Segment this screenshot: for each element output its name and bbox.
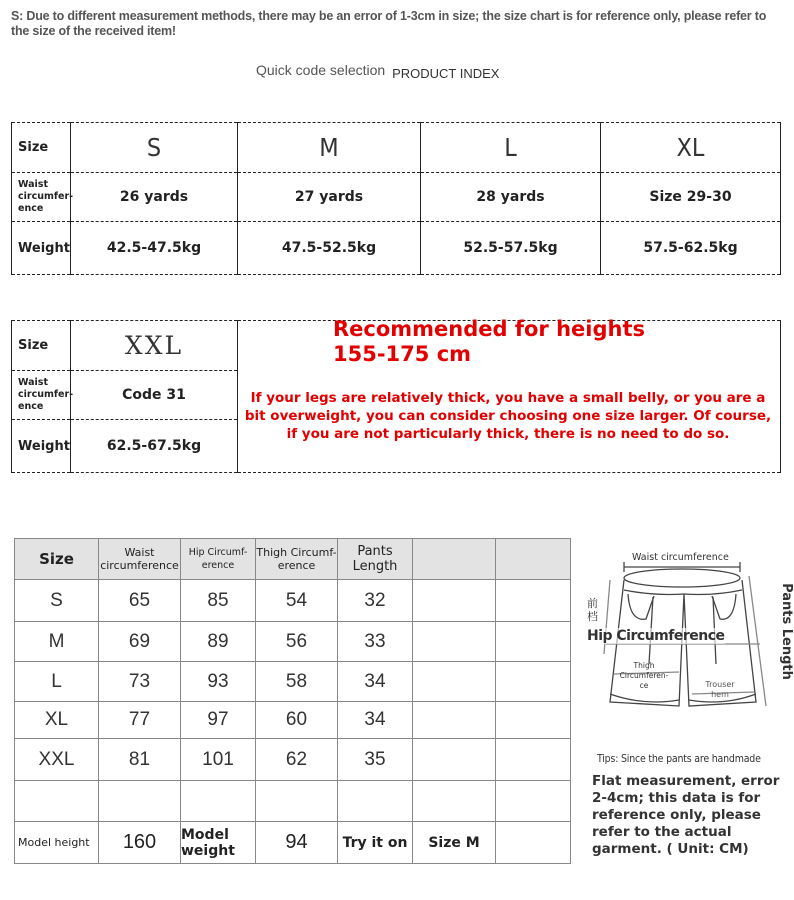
weight-s: 42.5-47.5kg [71,222,238,275]
row-label-weight: Weight [12,222,71,275]
header-waist: Waist circumference [99,539,181,580]
cell-empty [413,739,496,781]
header-empty-1 [413,539,496,580]
cell-thigh: 62 [256,739,338,781]
cell-empty [496,739,571,781]
waist-label: Waist circumference [632,552,729,563]
waist-m: 27 yards [238,173,421,222]
row-label-weight: Weight [12,420,71,473]
cell-waist: 81 [99,739,181,781]
quick-selection-title [256,62,500,81]
detailed-size-chart [14,538,571,864]
cell-empty [413,622,496,662]
cell-empty [496,822,571,864]
recommendation-title [333,317,645,367]
header-thigh: Thigh Circumf- erence [256,539,338,580]
cell-waist: 77 [99,702,181,739]
cell-hip: 85 [181,580,256,622]
shorts-measurement-diagram [584,544,794,724]
weight-xl: 57.5-62.5kg [601,222,781,275]
header-hip: Hip Circumf- erence [181,539,256,580]
cell-waist: 73 [99,662,181,702]
waist-l: 28 yards [421,173,601,222]
cell-empty [256,781,338,822]
waist-xl: Size 29-30 [601,173,781,222]
cell-empty [413,781,496,822]
try-it-on-value: Size M [413,822,496,864]
cell-empty [413,580,496,622]
cell-empty [496,622,571,662]
size-xxl: XXL [71,321,238,371]
model-height-value: 160 [99,822,181,864]
cell-empty [496,702,571,739]
recommendation-body: If your legs are relatively thick, you have a small belly, or you are a bit overweight, you can consider choosing one size larger. Of course, if you are not particularly thick, there is no need to do so. [244,390,772,442]
hem-label: Trouser hem [705,680,735,699]
cell-length: 34 [338,662,413,702]
size-row [12,321,781,371]
cell-empty [413,662,496,702]
weight-row [12,222,781,275]
cell-empty [496,580,571,622]
size-row [12,123,781,173]
size-l: L [421,123,601,173]
table-row [15,739,571,781]
weight-m: 47.5-52.5kg [238,222,421,275]
cell-hip: 101 [181,739,256,781]
try-it-on-label: Try it on [338,822,413,864]
model-row [15,822,571,864]
cell-size: M [15,622,99,662]
cell-length: 35 [338,739,413,781]
rise-label: 前档 [587,597,598,623]
cell-length: 34 [338,702,413,739]
cell-size: L [15,662,99,702]
cell-length: 32 [338,580,413,622]
weight-xxl: 62.5-67.5kg [71,420,238,473]
row-label-waist: Waist circumfer- ence [12,371,71,420]
size-xl: XL [601,123,781,173]
cell-length: 33 [338,622,413,662]
cell-empty [181,781,256,822]
cell-empty [99,781,181,822]
cell-waist: 65 [99,580,181,622]
cell-size: XXL [15,739,99,781]
weight-l: 52.5-57.5kg [421,222,601,275]
waist-row [12,173,781,222]
flat-measurement-note: Flat measurement, error 2-4cm; this data is for reference only, please refer to the actual garment. ( Unit: CM) [592,773,780,857]
table-row [15,622,571,662]
size-s: S [71,123,238,173]
cell-hip: 93 [181,662,256,702]
header-size: Size [15,539,99,580]
cell-empty [338,781,413,822]
table-row [15,702,571,739]
measurement-notice: S: Due to different measurement methods, there may be an error of 1-3cm in size; the size chart is for reference only, please refer to the size of the received item! [11,9,767,38]
cell-hip: 97 [181,702,256,739]
header-empty-2 [496,539,571,580]
cell-thigh: 56 [256,622,338,662]
table-row [15,662,571,702]
cell-thigh: 60 [256,702,338,739]
waist-xxl: Code 31 [71,371,238,420]
quick-size-table-2 [11,317,781,473]
tips-handmade: Tips: Since the pants are handmade [597,753,761,765]
model-weight-value: 94 [256,822,338,864]
cell-empty [496,662,571,702]
pants-length-label: Pants Length [778,583,794,680]
model-weight-label: Model weight [181,822,256,864]
table-row-empty [15,781,571,822]
recommendation-title-line2: 155-175 cm [333,342,472,366]
cell-hip: 89 [181,622,256,662]
quick-size-table-1 [11,122,781,275]
product-index-label: PRODUCT INDEX [392,66,500,81]
waist-s: 26 yards [71,173,238,222]
cell-empty [413,702,496,739]
row-label-size: Size [12,123,71,173]
quick-selection-label: Quick code selection [256,62,386,78]
cell-waist: 69 [99,622,181,662]
hip-label: Hip Circumference [587,628,725,644]
cell-thigh: 54 [256,580,338,622]
cell-empty [15,781,99,822]
row-label-size: Size [12,321,71,371]
thigh-label: Thigh Circumferen-ce [619,661,669,690]
waistband [624,569,740,587]
cell-size: XL [15,702,99,739]
row-label-waist: Waist circumfer- ence [12,173,71,222]
model-height-label: Model height [15,822,99,864]
size-m: M [238,123,421,173]
header-row [15,539,571,580]
cell-thigh: 58 [256,662,338,702]
recommendation-title-line1: Recommended for heights [333,317,646,341]
cell-size: S [15,580,99,622]
table-row [15,580,571,622]
cell-empty [496,781,571,822]
recommendation-panel [238,317,781,473]
header-pants-length: Pants Length [338,539,413,580]
